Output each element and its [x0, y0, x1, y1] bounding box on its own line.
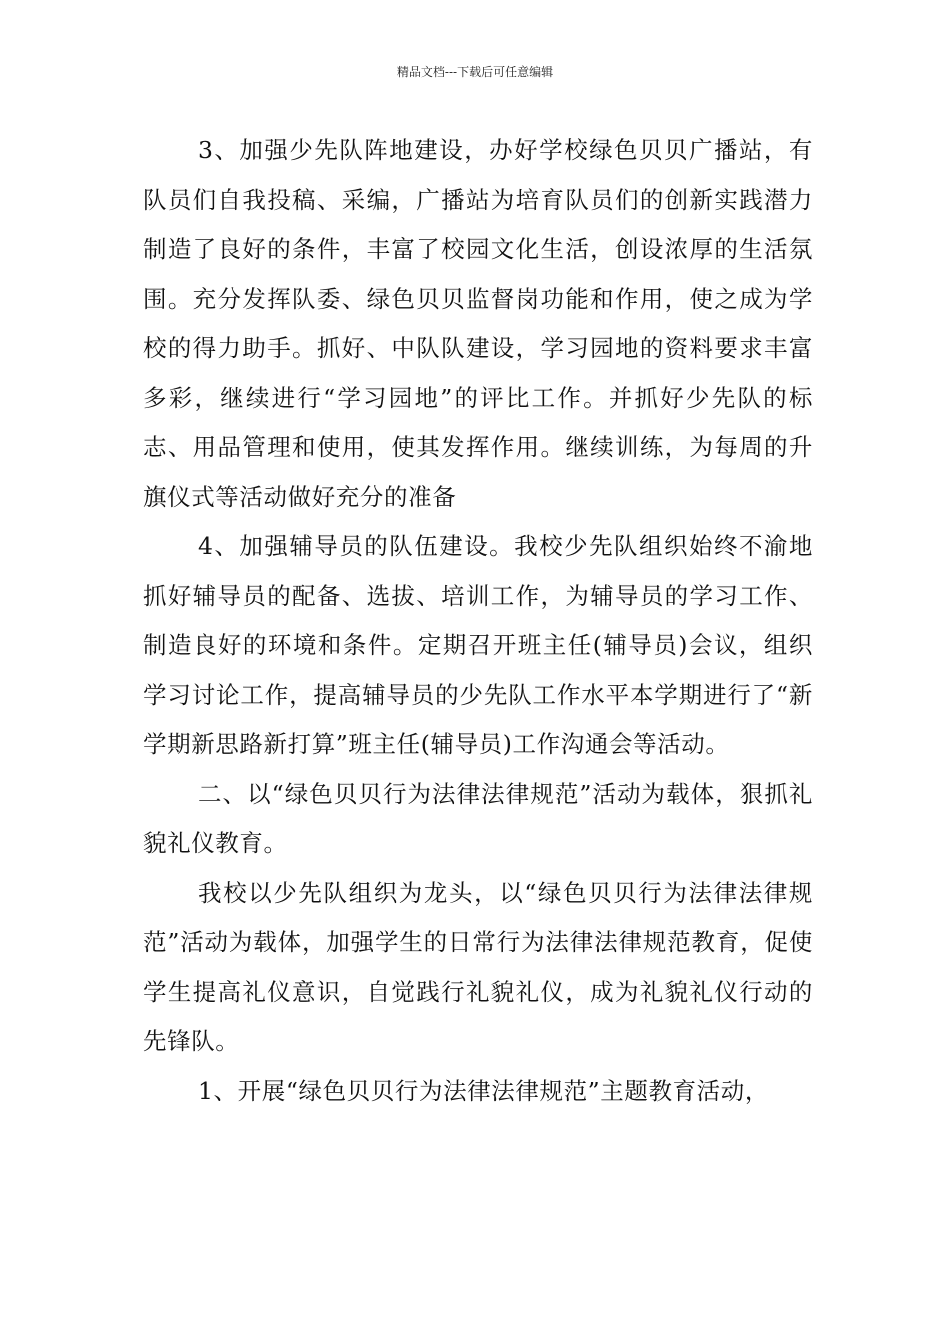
paragraph-4-counselor-team: 4、加强辅导员的队伍建设。我校少先队组织始终不渝地抓好辅导员的配备、选拔、培训工作，为辅导员的学习工作、制造良好的环境和条件。定期召开班主任(辅导员)会议，组织学习讨论工作，提高辅导员的少先队工作水平本学期进行了“新学期新思路新打算”班主任(辅导员)工作沟通会等活动。 [143, 532, 813, 758]
document-body [143, 126, 813, 1116]
paragraph-etiquette-education: 我校以少先队组织为龙头，以“绿色贝贝行为法律法律规范”活动为载体，加强学生的日常行为法律法律规范教育，促使学生提高礼仪意识，自觉践行礼貌礼仪，成为礼貌礼仪行动的先锋队。 [143, 878, 813, 1055]
paragraph-1-theme-activity: 1、开展“绿色贝贝行为法律法律规范”主题教育活动， [198, 1076, 769, 1105]
page-header: 精品文档---下载后可任意编辑 [396, 65, 554, 79]
section-heading-two: 二、以“绿色贝贝行为法律法律规范”活动为载体，狠抓礼貌礼仪教育。 [143, 779, 813, 857]
paragraph-3-pioneer-base: 3、加强少先队阵地建设，办好学校绿色贝贝广播站，有队员们自我投稿、采编，广播站为培育队员们的创新实践潜力制造了良好的条件，丰富了校园文化生活，创设浓厚的生活氛围。充分发挥队委、绿色贝贝监督岗功能和作用，使之成为学校的得力助手。抓好、中队队建设，学习园地的资料要求丰富多彩，继续进行“学习园地”的评比工作。并抓好少先队的标志、用品管理和使用，使其发挥作用。继续训练，为每周的升旗仪式等活动做好充分的准备 [143, 136, 813, 511]
